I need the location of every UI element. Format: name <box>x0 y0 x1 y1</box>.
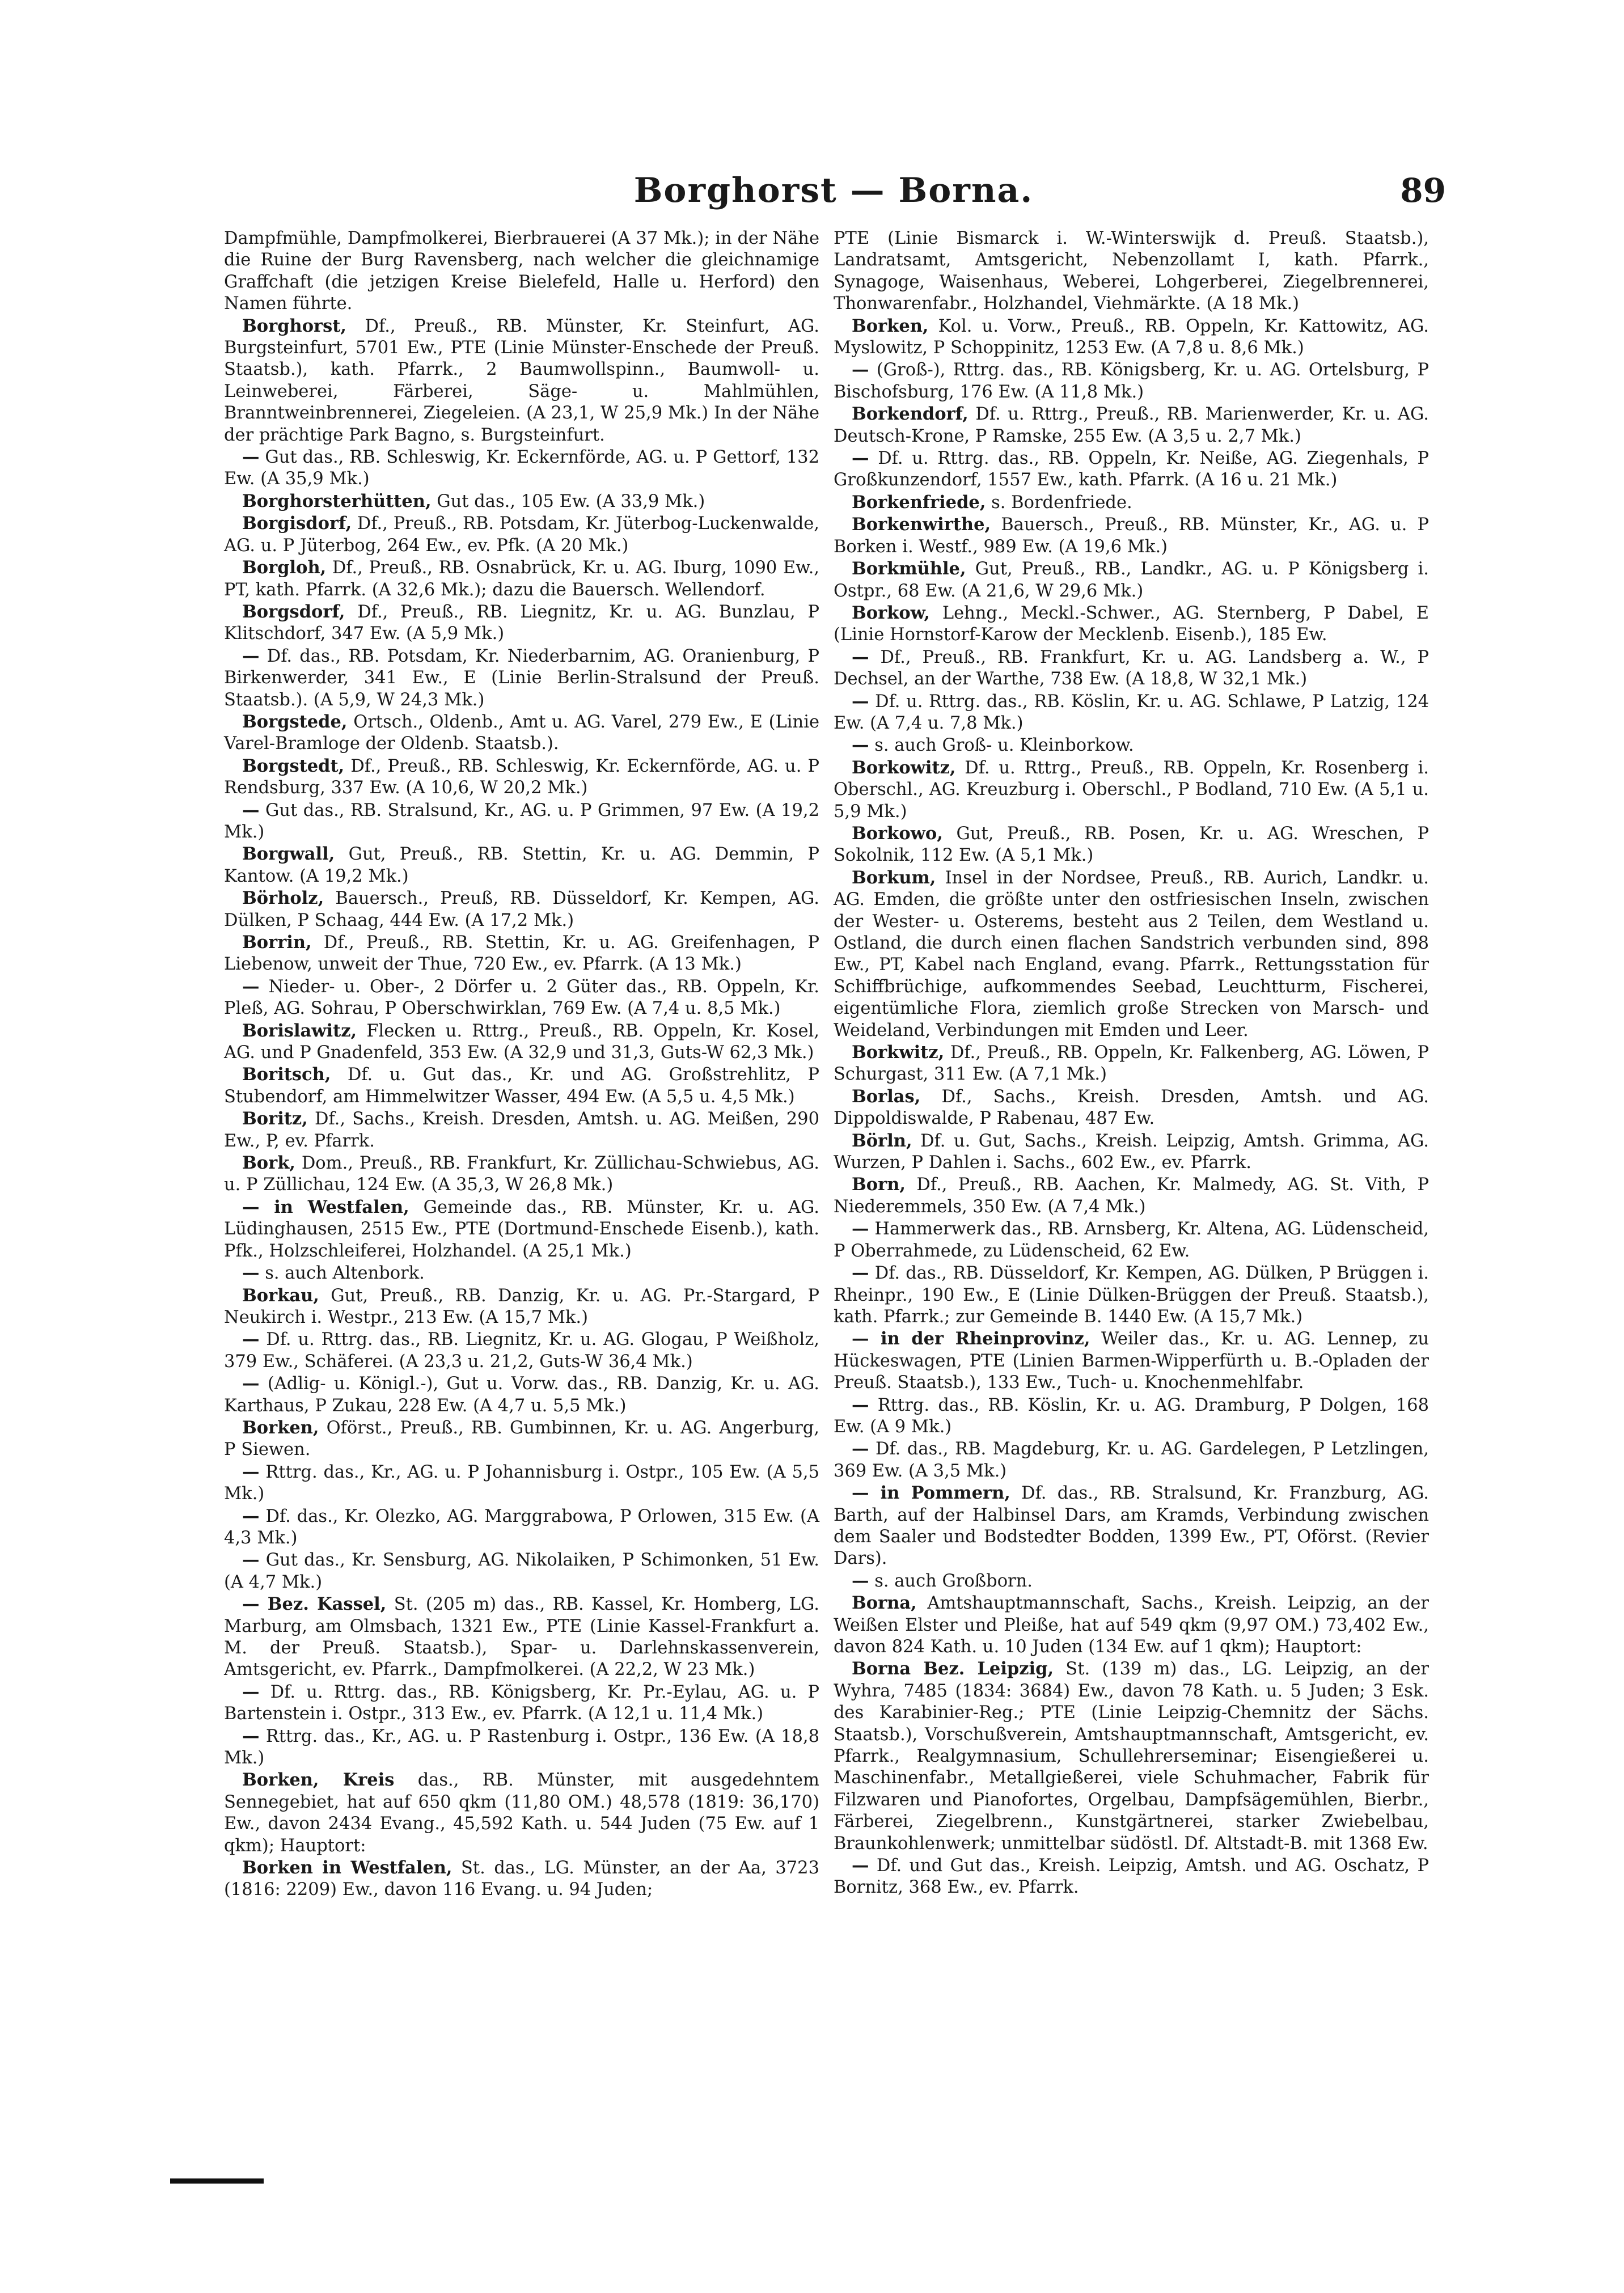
dictionary-entry <box>224 645 819 711</box>
entry-text: Df. u. Gut, Sachs., Kreish. Leipzig, Amtsh. Grimma, AG. Wurzen, P Dahlen i. Sachs., 602 Ew., ev. Pfarrk. <box>834 1131 1430 1173</box>
entry-headword: — <box>242 1461 260 1482</box>
entry-text: Df. u. Rttrg. das., RB. Liegnitz, Kr. u. AG. Glogau, P Weißholz, 379 Ew., Schäferei. (A 23,3 u. 21,2, Guts-W 36,4 Mk.) <box>224 1330 819 1372</box>
entry-text: Df. u. Rttrg., Preuß., RB. Marienwerder, Kr. u. AG. Deutsch-Krone, P Ramske, 255 Ew. (A 3,5 u. 2,7 Mk.) <box>834 404 1429 446</box>
dictionary-entry <box>224 1857 819 1901</box>
entry-headword: — <box>242 1725 260 1746</box>
entry-text: Hammerwerk das., RB. Arnsberg, Kr. Altena, AG. Lüdenscheid, P Oberrahmede, zu Lüdenscheid, 62 Ew. <box>834 1219 1429 1261</box>
entry-text: Rttrg. das., RB. Köslin, Kr. u. AG. Dramburg, P Dolgen, 168 Ew. (A 9 Mk.) <box>834 1395 1429 1437</box>
dictionary-entry <box>224 1262 819 1284</box>
entry-text: Flecken u. Rttrg., Preuß., RB. Oppeln, Kr. Kosel, AG. und P Gnadenfeld, 353 Ew. (A 32,9 und 31,3, Guts-W 62,3 Mk.) <box>224 1021 819 1063</box>
entry-text: Df. das., RB. Potsdam, Kr. Niederbarnim, AG. Oranienburg, P Birkenwerder, 341 Ew., E (Linie Berlin-Stralsund der Preuß. Staatsb.). (A 5,9, W 24,3 Mk.) <box>224 646 819 710</box>
dictionary-entry <box>224 1196 819 1262</box>
dictionary-entry <box>834 646 1429 691</box>
dictionary-entry <box>834 691 1429 735</box>
entry-headword: — <box>242 1550 260 1571</box>
entry-headword: Borgstedt, <box>242 755 345 776</box>
entry-headword: Borgstede, <box>242 711 348 732</box>
entry-text: Df., Preuß., RB. Potsdam, Kr. Jüterbog-Luckenwalde, AG. u. P Jüterbog, 264 Ew., ev. Pfk. (A 20 Mk.) <box>224 514 819 556</box>
dictionary-entry <box>224 1461 819 1505</box>
dictionary-entry <box>224 1681 819 1725</box>
dictionary-entry <box>224 1285 819 1329</box>
dictionary-entry <box>834 1482 1429 1570</box>
dictionary-entry <box>834 558 1429 602</box>
entry-text: Df., Preuß., RB. Oppeln, Kr. Falkenberg, AG. Löwen, P Schurgast, 311 Ew. (A 7,1 Mk.) <box>834 1043 1429 1085</box>
dictionary-entry <box>224 887 819 932</box>
dictionary-entry <box>834 447 1429 492</box>
entry-text: Df. und Gut das., Kreish. Leipzig, Amtsh. und AG. Oschatz, P Bornitz, 368 Ew., ev. Pfarrk. <box>834 1856 1429 1898</box>
entry-headword: Borkenwirthe, <box>852 514 991 535</box>
entry-text: Gut, Preuß., RB. Posen, Kr. u. AG. Wreschen, P Sokolnik, 112 Ew. (A 5,1 Mk.) <box>834 823 1429 866</box>
entry-headword: — <box>852 1394 869 1415</box>
dictionary-entry <box>834 1438 1429 1482</box>
entry-headword: — <box>852 1855 869 1876</box>
dictionary-entry <box>834 1328 1429 1394</box>
entry-headword: — <box>242 1373 260 1394</box>
dictionary-entry <box>224 1725 819 1770</box>
entry-text: Rttrg. das., Kr., AG. u. P Rastenburg i. Ostpr., 136 Ew. (A 18,8 Mk.) <box>224 1726 820 1769</box>
dictionary-entry <box>224 1593 819 1681</box>
dictionary-entry <box>224 1769 819 1857</box>
entry-headword: Borkum, <box>852 867 936 888</box>
entry-headword: — in der Rheinprovinz, <box>852 1329 1090 1349</box>
dictionary-entry <box>834 1262 1429 1328</box>
entry-text: Df. das., RB. Düsseldorf, Kr. Kempen, AG. Dülken, P Brüggen i. Rheinpr., 190 Ew., E (Linie Dülken-Brüggen der Preuß. Staatsb.), kath. Pfarrk.; zur Gemeinde B. 1440 Ew. (A 15,7 Mk.) <box>834 1263 1429 1327</box>
dictionary-entry <box>834 1218 1429 1262</box>
entry-text: s. auch Groß- u. Kleinborkow. <box>874 735 1134 756</box>
entry-headword: Borkau, <box>242 1285 319 1306</box>
dictionary-entry <box>224 932 819 976</box>
entry-headword: Borken, Kreis <box>242 1770 395 1791</box>
entry-headword: Börln, <box>852 1130 912 1151</box>
entry-text: Df., Preuß., RB. Frankfurt, Kr. u. AG. Landsberg a. W., P Dechsel, an der Warthe, 738 Ew. (A 18,8, W 32,1 Mk.) <box>834 647 1429 689</box>
entry-text: Dampfmühle, Dampfmolkerei, Bierbrauerei (A 37 Mk.); in der Nähe die Ruine der Burg Ravensberg, nach welcher die gleichnamige Graffchaft (die jetzigen Kreise Bielefeld, Halle u. Herford) den Namen führte. <box>224 229 819 314</box>
entry-headword: Borgsdorf, <box>242 601 345 622</box>
page-header <box>221 170 1446 211</box>
dictionary-entry <box>224 315 819 446</box>
dictionary-entry <box>224 976 819 1020</box>
dictionary-entry <box>224 601 819 645</box>
entry-headword: Borkowitz, <box>852 757 956 778</box>
dictionary-entry <box>224 1417 819 1461</box>
dictionary-entry <box>224 1505 819 1550</box>
entry-headword: — <box>852 691 869 712</box>
entry-headword: Borgloh, <box>242 557 327 578</box>
entry-headword: Borgisdorf, <box>242 513 352 534</box>
entry-headword: — in Westfalen, <box>242 1196 409 1217</box>
entry-headword: — <box>242 1329 260 1350</box>
entry-text: Nieder- u. Ober-, 2 Dörfer u. 2 Güter das., RB. Oppeln, Kr. Pleß, AG. Sohrau, P Oberschwirklan, 769 Ew. (A 7,4 u. 8,5 Mk.) <box>224 976 819 1019</box>
entry-text: Df. das., Kr. Olezko, AG. Marggrabowa, P Orlowen, 315 Ew. (A 4,3 Mk.) <box>224 1506 819 1548</box>
entry-text: PTE (Linie Bismarck i. W.-Winterswijk d. Preuß. Staatsb.), Landratsamt, Amtsgericht, Nebenzollamt I, kath. Pfarrk., Synagoge, Waisenhaus, Weberei, Lohgerberei, Ziegelbrennerei, Thonwarenfabr., Holzhandel, Viehmärkte. (A 18 Mk.) <box>834 229 1429 314</box>
dictionary-entry <box>224 557 819 601</box>
dictionary-entry <box>834 867 1429 1042</box>
dictionary-entry <box>834 1592 1429 1658</box>
entry-text: Bauersch., Preuß., RB. Münster, Kr., AG. u. P Borken i. Westf., 989 Ew. (A 19,6 Mk.) <box>834 515 1429 557</box>
dictionary-entry <box>834 734 1429 756</box>
entry-text: Df., Preuß., RB. Liegnitz, Kr. u. AG. Bunzlau, P Klitschdorf, 347 Ew. (A 5,9 Mk.) <box>224 602 819 644</box>
dictionary-entry <box>224 1152 819 1196</box>
entry-text: Weiler das., Kr. u. AG. Lennep, zu Hückeswagen, PTE (Linien Barmen-Wipperfürth u. B.-Opladen der Preuß. Staatsb.), 133 Ew., Tuch- u. Knochenmehlfabr. <box>834 1329 1429 1393</box>
entry-headword: — in Pommern, <box>852 1483 1010 1504</box>
entry-headword: Borken, <box>242 1417 319 1438</box>
dictionary-entry <box>834 1130 1429 1174</box>
dictionary-entry <box>834 823 1429 867</box>
entry-headword: — Bez. Kassel, <box>242 1594 387 1615</box>
entry-text: Amtshauptmannschaft, Sachs., Kreish. Leipzig, an der Weißen Elster und Pleiße, hat auf 549 qkm (9,97 OM.) 73,402 Ew., davon 824 Kath. u. 10 Juden (134 Ew. auf 1 qkm); Hauptort: <box>834 1593 1429 1657</box>
entry-headword: — <box>852 735 869 756</box>
dictionary-entry <box>834 1042 1429 1086</box>
dictionary-entry <box>224 1064 819 1108</box>
entry-text: Df. u. Rttrg. das., RB. Königsberg, Kr. Pr.-Eylau, AG. u. P Bartenstein i. Ostpr., 313 Ew., ev. Pfarrk. (A 12,1 u. 11,4 Mk.) <box>224 1682 819 1724</box>
entry-text: Df. u. Rttrg. das., RB. Oppeln, Kr. Neiße, AG. Ziegenhals, P Großkunzendorf, 1557 Ew., kath. Pfarrk. (A 16 u. 21 Mk.) <box>834 449 1429 490</box>
entry-headword: — <box>242 976 260 997</box>
dictionary-entry <box>224 1108 819 1152</box>
entry-headword: — <box>852 1570 869 1591</box>
entry-headword: Boritz, <box>242 1109 308 1129</box>
entry-text: Df. das., RB. Stralsund, Kr. Franzburg, AG. Barth, auf der Halbinsel Dars, am Kramds, Verbindung zwischen dem Saaler und Bodstedter Bodden, 1399 Ew., PT, Oförst. (Revier Dars). <box>834 1483 1429 1569</box>
entry-headword: — <box>852 448 869 469</box>
dictionary-entry <box>224 755 819 799</box>
entry-headword: Borken in Westfalen, <box>242 1858 452 1879</box>
dictionary-entry <box>834 403 1429 447</box>
dictionary-entry <box>224 843 819 887</box>
entry-headword: Borgwall, <box>242 844 335 865</box>
entry-text: Gemeinde das., RB. Münster, Kr. u. AG. Lüdinghausen, 2515 Ew., PTE (Dortmund-Enschede Eisenb.), kath. Pfk., Holzschleiferei, Holzhandel. (A 25,1 Mk.) <box>224 1197 819 1261</box>
entry-headword: Borislawitz, <box>242 1020 357 1041</box>
entry-headword: Börholz, <box>242 888 324 909</box>
entry-headword: Bork, <box>242 1153 295 1174</box>
entry-text: St. (139 m) das., LG. Leipzig, an der Wyhra, 7485 (1834: 3684) Ew., davon 78 Kath. u. 5 Juden; 3 Esk. des Karabinier-Reg.; PTE (Linie Leipzig-Chemnitz der Sächs. Staatsb.), Vorschußverein, Amtshauptmannschaft, Amtsgericht, ev. Pfarrk., Realgymnasium, Schullehrerseminar; Eisengießerei u. Maschinenfabr., Metallgießerei, viele Schuhmacher, Fabrik für Filzwaren und Pianofortes, Orgelbau, Dampfsägemühlen, Bierbr., Färberei, Ziegelbrenn., Kunstgärtnerei, starker Zwiebelbau, Braunkohlenwerk; unmittelbar südöstl. Df. Altstadt-B. mit 1368 Ew. <box>834 1659 1429 1854</box>
entry-headword: Borken, <box>852 315 929 336</box>
entry-headword: Borghorsterhütten, <box>242 490 432 511</box>
dictionary-entry <box>834 492 1429 514</box>
entry-text: Gut das., 105 Ew. (A 33,9 Mk.) <box>437 491 705 511</box>
dictionary-entry <box>834 1570 1429 1592</box>
entry-headword: — <box>242 447 260 468</box>
entry-text: Gut das., RB. Stralsund, Kr., AG. u. P Grimmen, 97 Ew. (A 19,2 Mk.) <box>224 800 819 842</box>
right-column <box>834 228 1429 1899</box>
entry-text: Df. das., RB. Magdeburg, Kr. u. AG. Gardelegen, P Letzlingen, 369 Ew. (A 3,5 Mk.) <box>834 1439 1429 1481</box>
entry-text: Kol. u. Vorw., Preuß., RB. Oppeln, Kr. Kattowitz, AG. Myslowitz, P Schoppinitz, 1253 Ew. (A 7,8 u. 8,6 Mk.) <box>834 316 1429 358</box>
dictionary-entry <box>834 757 1429 823</box>
entry-headword: — <box>852 1219 869 1239</box>
dictionary-entry <box>224 446 819 490</box>
entry-text: Gut das., RB. Schleswig, Kr. Eckernförde, AG. u. P Gettorf, 132 Ew. (A 35,9 Mk.) <box>224 447 819 489</box>
entry-text: Df. u. Gut das., Kr. und AG. Großstrehlitz, P Stubendorf, am Himmelwitzer Wasser, 494 Ew. (A 5,5 u. 4,5 Mk.) <box>224 1065 819 1107</box>
entry-text: Dom., Preuß., RB. Frankfurt, Kr. Züllichau-Schwiebus, AG. u. P Züllichau, 124 Ew. (A 35,3, W 26,8 Mk.) <box>224 1153 819 1195</box>
dictionary-entry <box>834 315 1429 359</box>
entry-headword: — <box>852 646 869 667</box>
entry-text: das., RB. Münster, mit ausgedehntem Sennegebiet, hat auf 650 qkm (11,80 OM.) 48,578 (1819: 36,170) Ew., davon 2434 Evang., 45,592 Kath. u. 544 Juden (75 Ew. auf 1 qkm); Hauptort: <box>224 1770 819 1856</box>
dictionary-entry <box>834 602 1429 646</box>
entry-text: Rttrg. das., Kr., AG. u. P Johannisburg i. Ostpr., 105 Ew. (A 5,5 Mk.) <box>224 1462 819 1504</box>
entry-headword: — <box>242 1505 260 1526</box>
entry-text: Df. u. Rttrg. das., RB. Köslin, Kr. u. AG. Schlawe, P Latzig, 124 Ew. (A 7,4 u. 7,8 Mk.) <box>834 691 1430 733</box>
entry-headword: Borghorst, <box>242 315 346 336</box>
left-column <box>224 228 819 1901</box>
entry-text: Insel in der Nordsee, Preuß., RB. Aurich, Landkr. u. AG. Emden, die größte unter den ostfriesischen Inseln, zwischen der Wester- u. Osterems, besteht aus 2 Teilen, dem Westland u. Ostland, die durch einen flachen Sandstrich verbunden sind, 898 Ew., PT, Kabel nach England, evang. Pfarrk., Rettungsstation für Schiffbrüchige, aufkommendes Seebad, Leuchtturm, Fischerei, eigentümliche Flora, ziemlich große Strecken von Marsch- und Weideland, Verbindungen mit Emden und Leer. <box>834 868 1429 1040</box>
entry-headword: Borkowo, <box>852 823 943 844</box>
dictionary-entry <box>834 1086 1429 1130</box>
entry-text: (Adlig- u. Königl.-), Gut u. Vorw. das., RB. Danzig, Kr. u. AG. Karthaus, P Zukau, 228 Ew. (A 4,7 u. 5,5 Mk.) <box>224 1374 819 1416</box>
dictionary-entry <box>834 1394 1429 1439</box>
entry-headword: Boritsch, <box>242 1064 331 1085</box>
entry-headword: Borkow, <box>852 602 931 623</box>
entry-text: (Groß-), Rttrg. das., RB. Königsberg, Kr. u. AG. Ortelsburg, P Bischofsburg, 176 Ew. (A 11,8 Mk.) <box>834 360 1429 402</box>
entry-text: s. Bordenfriede. <box>991 492 1132 513</box>
entry-headword: Borrin, <box>242 932 312 953</box>
running-title: Borghorst — Borna. <box>633 171 1034 210</box>
dictionary-entry <box>834 1174 1429 1218</box>
entry-headword: Borkwitz, <box>852 1042 945 1063</box>
dictionary-entry <box>834 359 1429 403</box>
entry-text: Ortsch., Oldenb., Amt u. AG. Varel, 279 Ew., E (Linie Varel-Bramloge der Oldenb. Staatsb.). <box>224 712 819 754</box>
entry-headword: Borna, <box>852 1593 917 1614</box>
entry-headword: — <box>852 1263 869 1284</box>
entry-text: Df., Preuß., RB. Schleswig, Kr. Eckernförde, AG. u. P Rendsburg, 337 Ew. (A 10,6, W 20,2 Mk.) <box>224 756 819 798</box>
entry-headword: — <box>242 799 260 820</box>
dictionary-entry <box>224 1329 819 1373</box>
dictionary-entry <box>834 1855 1429 1899</box>
entry-headword: — <box>242 1681 260 1702</box>
footer-rule <box>170 2178 264 2184</box>
entry-text: Gut, Preuß., RB., Landkr., AG. u. P Königsberg i. Ostpr., 68 Ew. (A 21,6, W 29,6 Mk.) <box>834 559 1429 601</box>
entry-headword: Borkendorf, <box>852 404 969 425</box>
entry-headword: Born, <box>852 1174 906 1195</box>
entry-headword: Borna Bez. Leipzig, <box>852 1659 1054 1679</box>
entry-text: Oförst., Preuß., RB. Gumbinnen, Kr. u. AG. Angerburg, P Siewen. <box>224 1418 819 1460</box>
entry-headword: — <box>852 359 869 380</box>
dictionary-entry <box>224 1020 819 1064</box>
dictionary-entry <box>224 228 819 315</box>
entry-headword: — <box>242 645 260 666</box>
entry-headword: Borkmühle, <box>852 559 966 579</box>
entry-headword: Borlas, <box>852 1086 921 1107</box>
entry-text: Gut, Preuß., RB. Stettin, Kr. u. AG. Demmin, P Kantow. (A 19,2 Mk.) <box>224 844 820 886</box>
entry-text: s. auch Großborn. <box>874 1571 1033 1591</box>
entry-text: St. (205 m) das., RB. Kassel, Kr. Homberg, LG. Marburg, am Olmsbach, 1321 Ew., PTE (Linie Kassel-Frankfurt a. M. der Preuß. Staatsb.), Spar- u. Darlehnskassenverein, Amtsgericht, ev. Pfarrk., Dampfmolkerei. (A 22,2, W 23 Mk.) <box>224 1594 819 1680</box>
dictionary-entry <box>224 490 819 513</box>
dictionary-entry <box>834 514 1429 558</box>
dictionary-entry <box>224 799 819 844</box>
entry-text: Df., Preuß., RB. Aachen, Kr. Malmedy, AG. St. Vith, P Niederemmels, 350 Ew. (A 7,4 Mk.) <box>834 1175 1429 1217</box>
entry-text: Df., Preuß., RB. Osnabrück, Kr. u. AG. Iburg, 1090 Ew., PT, kath. Pfarrk. (A 32,6 Mk.); dazu die Bauersch. Wellendorf. <box>224 558 819 600</box>
dictionary-entry <box>224 1373 819 1417</box>
entry-text: Df. u. Rttrg., Preuß., RB. Oppeln, Kr. Rosenberg i. Oberschl., AG. Kreuzburg i. Oberschl., P Bodland, 710 Ew. (A 5,1 u. 5,9 Mk.) <box>834 758 1429 822</box>
dictionary-entry <box>834 228 1429 315</box>
entry-text: Df., Sachs., Kreish. Dresden, Amtsh. und AG. Dippoldiswalde, P Rabenau, 487 Ew. <box>834 1086 1429 1129</box>
entry-headword: — <box>852 1439 869 1459</box>
dictionary-entry <box>224 711 819 755</box>
entry-text: St. das., LG. Münster, an der Aa, 3723 (1816: 2209) Ew., davon 116 Evang. u. 94 Juden; <box>224 1858 819 1900</box>
entry-text: s. auch Altenbork. <box>265 1263 425 1284</box>
entry-text: Lehng., Meckl.-Schwer., AG. Sternberg, P Dabel, E (Linie Hornstorf-Karow der Mecklenb. Eisenb.), 185 Ew. <box>834 603 1429 645</box>
dictionary-entry <box>834 1658 1429 1855</box>
entry-headword: Borkenfriede, <box>852 492 986 513</box>
entry-headword: — <box>242 1263 260 1284</box>
entry-text: Gut, Preuß., RB. Danzig, Kr. u. AG. Pr.-Stargard, P Neukirch i. Westpr., 213 Ew. (A 15,7 Mk.) <box>224 1285 819 1327</box>
page-number: 89 <box>1400 171 1446 210</box>
entry-text: Bauersch., Preuß, RB. Düsseldorf, Kr. Kempen, AG. Dülken, P Schaag, 444 Ew. (A 17,2 Mk.) <box>224 889 819 930</box>
entry-text: Df., Preuß., RB. Münster, Kr. Steinfurt, AG. Burgsteinfurt, 5701 Ew., PTE (Linie Münster-Enschede der Preuß. Staatsb.), kath. Pfarrk., 2 Baumwollspinn., Baumwoll- u. Leinweberei, Färberei, Säge- u. Mahlmühlen, Branntweinbrennerei, Ziegeleien. (A 23,1, W 25,9 Mk.) In der Nähe der prächtige Park Bagno, s. Burgsteinfurt. <box>224 316 820 445</box>
entry-text: Df., Preuß., RB. Stettin, Kr. u. AG. Greifenhagen, P Liebenow, unweit der Thue, 720 Ew., ev. Pfarrk. (A 13 Mk.) <box>224 933 819 975</box>
entry-text: Df., Sachs., Kreish. Dresden, Amtsh. u. AG. Meißen, 290 Ew., P, ev. Pfarrk. <box>224 1109 819 1151</box>
dictionary-entry <box>224 1549 819 1593</box>
entry-text: Gut das., Kr. Sensburg, AG. Nikolaiken, P Schimonken, 51 Ew. (A 4,7 Mk.) <box>224 1550 820 1592</box>
dictionary-entry <box>224 513 819 557</box>
